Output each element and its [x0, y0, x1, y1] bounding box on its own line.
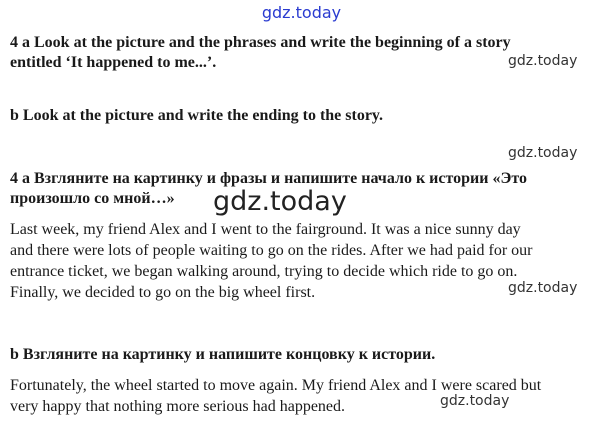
- answer-a-line-3: entrance ticket, we began walking around, trying to decide which ride to go on.: [10, 263, 518, 280]
- task-4b-ru: b Взгляните на картинку и напишите концовку к истории.: [10, 346, 436, 363]
- task-4a-ru-line-1: 4 а Взгляните на картинку и фразы и напишите начало к истории «Это: [10, 170, 527, 187]
- task-4a-ru-line-2: произошло со мной…»: [10, 190, 175, 207]
- site-watermark: gdz.today: [508, 280, 578, 296]
- site-watermark: gdz.today: [508, 145, 578, 161]
- site-watermark: gdz.today: [508, 53, 578, 69]
- answer-a-line-1: Last week, my friend Alex and I went to the fairground. It was a nice sunny day: [10, 221, 521, 238]
- answer-a-line-4: Finally, we decided to go on the big wheel first.: [10, 284, 316, 301]
- answer-a-line-2: and there were lots of people waiting to go on the rides. After we had paid for our: [10, 242, 533, 259]
- task-4a-en-line-2: entitled ‘It happened to me...’.: [10, 54, 217, 71]
- site-watermark-large: gdz.today: [213, 186, 347, 217]
- answer-b-line-1: Fortunately, the wheel started to move again. My friend Alex and I were scared but: [10, 377, 542, 394]
- task-4b-en: b Look at the picture and write the ending to the story.: [10, 107, 384, 124]
- task-4a-en-line-1: 4 a Look at the picture and the phrases and write the beginning of a story: [10, 34, 511, 51]
- answer-b-line-2: very happy that nothing more serious had happened.: [10, 398, 346, 415]
- site-watermark-header: gdz.today: [261, 3, 342, 22]
- site-watermark: gdz.today: [440, 393, 510, 409]
